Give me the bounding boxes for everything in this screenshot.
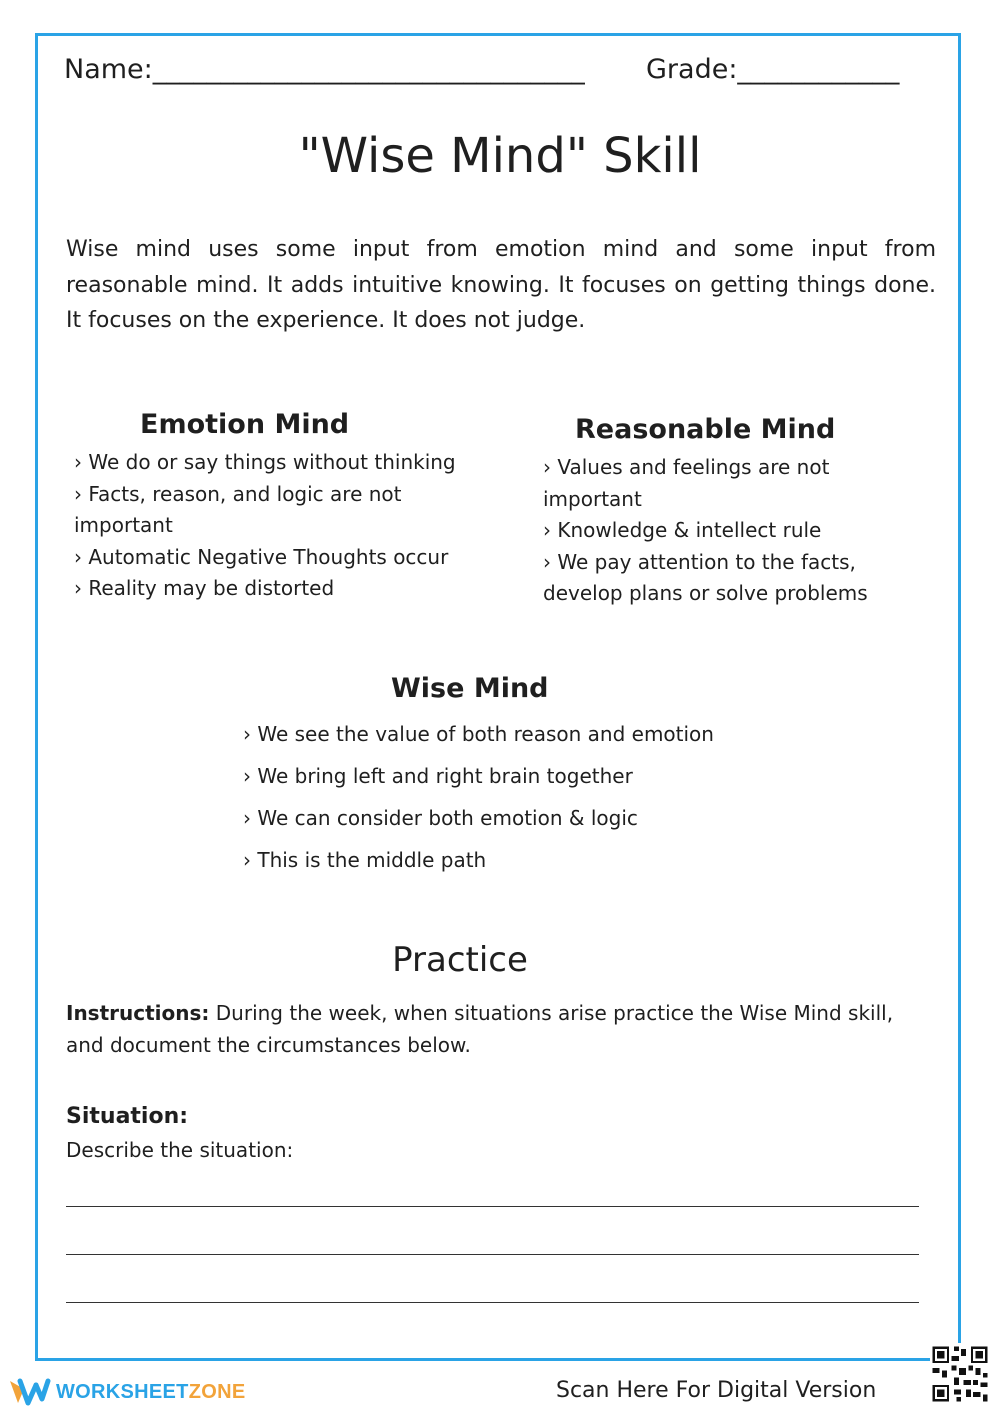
list-item: › Knowledge & intellect rule: [543, 515, 903, 547]
intro-paragraph: Wise mind uses some input from emotion mind and some input from reasonable mind. It adds intuitive knowing. It focuses on getting things done. It focuses on the experience. It does not judge.: [66, 237, 936, 333]
page-title: "Wise Mind" Skill: [298, 128, 702, 184]
worksheetzone-logo-icon: [8, 1377, 52, 1407]
emotion-mind-list: [74, 447, 494, 605]
qr-code-icon[interactable]: [930, 1343, 990, 1405]
brand-logo[interactable]: [8, 1376, 245, 1408]
list-item: › Reality may be distorted: [74, 573, 494, 605]
brand-name-part1: WORKSHEET: [56, 1380, 189, 1403]
list-item: › We can consider both emotion & logic: [243, 797, 803, 839]
list-item: › This is the middle path: [243, 839, 803, 881]
answer-line[interactable]: [66, 1206, 919, 1207]
list-item: › Values and feelings are not important: [543, 452, 903, 515]
emotion-mind-heading: Emotion Mind: [140, 409, 350, 440]
wise-mind-section: [243, 672, 803, 881]
emotion-mind-section: [74, 408, 494, 605]
name-field[interactable]: Name:________________________________: [64, 54, 585, 85]
list-item: › Automatic Negative Thoughts occur: [74, 542, 494, 574]
situation-prompt: Describe the situation:: [66, 1138, 294, 1162]
wise-mind-heading: Wise Mind: [391, 673, 549, 704]
situation-label: Situation:: [66, 1104, 189, 1129]
scan-caption: Scan Here For Digital Version: [556, 1378, 877, 1403]
list-item: › We do or say things without thinking: [74, 447, 494, 479]
grade-field[interactable]: Grade:____________: [646, 54, 900, 85]
list-item: › We pay attention to the facts, develop plans or solve problems: [543, 547, 903, 610]
instructions-text: During the week, when situations arise practice the Wise Mind skill, and document the circumstances below.: [66, 1001, 894, 1057]
name-grade-line: [64, 54, 920, 88]
brand-name: [56, 1381, 245, 1404]
reasonable-mind-heading: Reasonable Mind: [575, 414, 836, 445]
wise-mind-list: [243, 713, 803, 881]
practice-heading: Practice: [392, 940, 528, 980]
instructions-paragraph: [66, 998, 922, 1061]
reasonable-mind-section: [543, 413, 903, 610]
list-item: › We see the value of both reason and emotion: [243, 713, 803, 755]
list-item: › We bring left and right brain together: [243, 755, 803, 797]
list-item: › Facts, reason, and logic are not important: [74, 479, 494, 542]
answer-line[interactable]: [66, 1302, 919, 1303]
instructions-label: Instructions:: [66, 1001, 210, 1025]
answer-line[interactable]: [66, 1254, 919, 1255]
brand-name-part2: ZONE: [188, 1380, 246, 1403]
reasonable-mind-list: [543, 452, 903, 610]
